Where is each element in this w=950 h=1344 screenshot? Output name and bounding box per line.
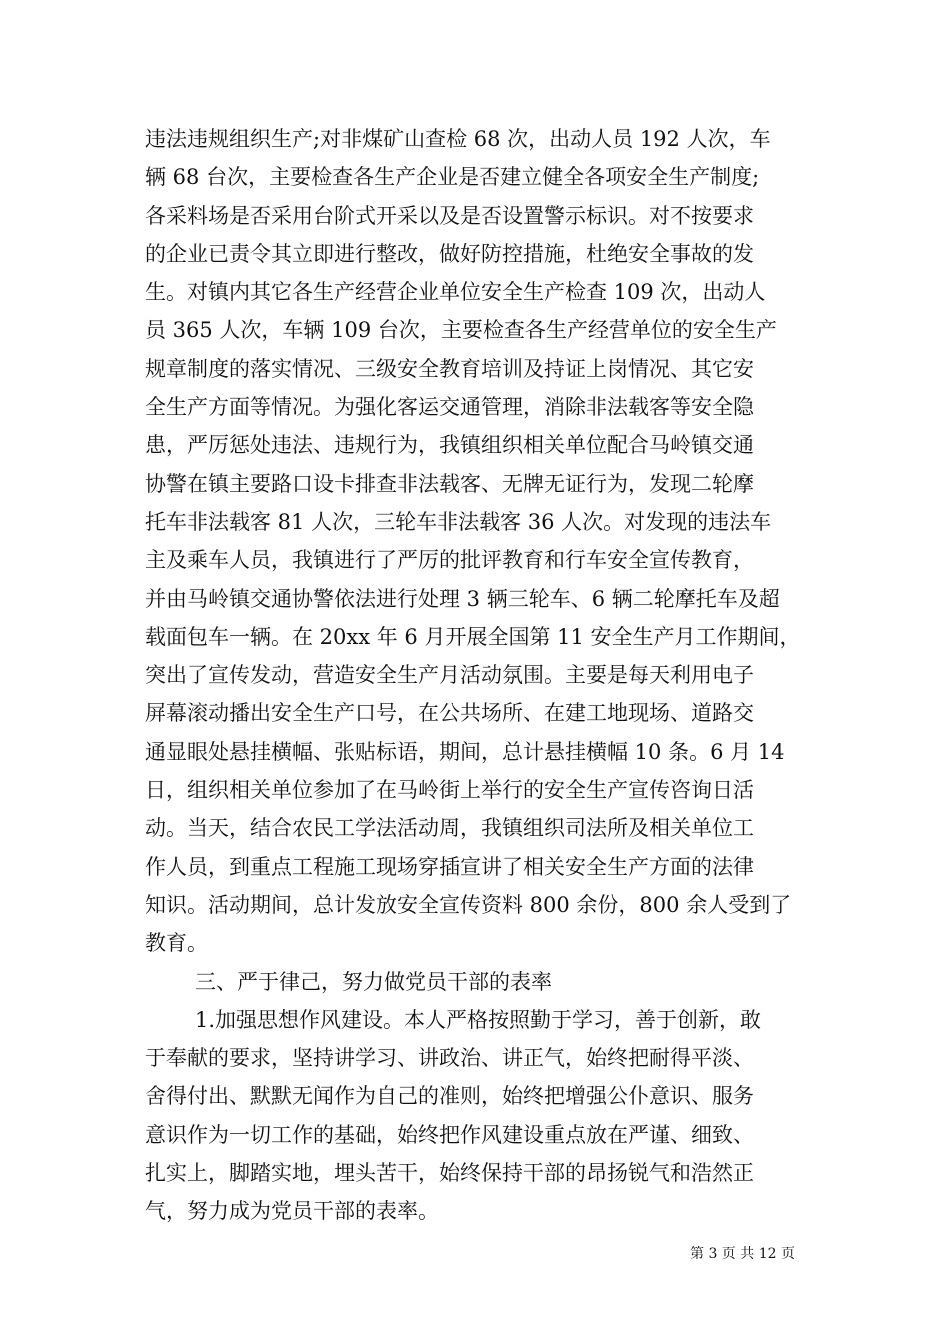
- text-line: 突出了宣传发动，营造安全生产月活动氛围。主要是每天利用电子: [145, 663, 754, 688]
- text-line: 载面包车一辆。在 20xx 年 6 月开展全国第 11 安全生产月工作期间，: [145, 624, 801, 649]
- paragraph-first-line: 1.加强思想作风建设。本人严格按照勤于学习，善于创新，敢: [195, 1007, 762, 1032]
- text-line: 作人员，到重点工程施工现场穿插宣讲了相关安全生产方面的法律: [145, 854, 754, 879]
- text-line: 舍得付出、默默无闻作为自己的准则，始终把增强公仆意识、服务: [145, 1084, 754, 1109]
- text-line: 扎实上，脚踏实地，埋头苦干，始终保持干部的昂扬锐气和浩然正: [145, 1161, 754, 1186]
- text-line: 并由马岭镇交通协警依法进行处理 3 辆三轮车、6 辆二轮摩托车及超: [145, 586, 780, 611]
- text-line: 于奉献的要求，坚持讲学习、讲政治、讲正气，始终把耐得平淡、: [145, 1046, 754, 1071]
- text-line: 气，努力成为党员干部的表率。: [145, 1199, 439, 1224]
- text-line: 主及乘车人员，我镇进行了严厉的批评教育和行车安全宣传教育，: [145, 548, 754, 573]
- text-line: 规章制度的落实情况、三级安全教育培训及持证上岗情况、其它安: [145, 356, 754, 381]
- document-body: [145, 120, 825, 1231]
- text-line: 教育。: [145, 931, 208, 956]
- text-line: 通显眼处悬挂横幅、张贴标语，期间，总计悬挂横幅 10 条。6 月 14: [145, 739, 785, 764]
- text-line: 意识作为一切工作的基础，始终把作风建设重点放在严谨、细致、: [145, 1122, 754, 1147]
- text-line: 违法违规组织生产;对非煤矿山查检 68 次，出动人员 192 人次，车: [145, 127, 771, 151]
- text-line: 协警在镇主要路口设卡排查非法载客、无牌无证行为，发现二轮摩: [145, 471, 754, 496]
- text-line: 各采料场是否采用台阶式开采以及是否设置警示标识。对不按要求: [145, 203, 754, 228]
- text-line: 员 365 人次，车辆 109 台次，主要检查各生产经营单位的安全生产: [145, 318, 777, 343]
- text-line: 患，严厉惩处违法、违规行为，我镇组织相关单位配合马岭镇交通: [145, 433, 754, 458]
- text-line: 日，组织相关单位参加了在马岭街上举行的安全生产宣传咨询日活: [145, 778, 754, 803]
- text-line: 的企业已责令其立即进行整改，做好防控措施，杜绝安全事故的发: [145, 241, 754, 266]
- text-line: 知识。活动期间，总计发放安全宣传资料 800 余份，800 余人受到了: [145, 892, 792, 917]
- text-line: 屏幕滚动播出安全生产口号，在公共场所、在建工地现场、道路交: [145, 701, 754, 726]
- text-line: 全生产方面等情况。为强化客运交通管理，消除非法载客等安全隐: [145, 395, 754, 420]
- page-number-footer: 第 3 页 共 12 页: [690, 1246, 795, 1262]
- text-line: 托车非法载客 81 人次，三轮车非法载客 36 人次。对发现的违法车: [145, 509, 772, 534]
- text-line: 动。当天，结合农民工学法活动周，我镇组织司法所及相关单位工: [145, 816, 754, 841]
- section-heading: 三、严于律己，努力做党员干部的表率: [195, 969, 552, 994]
- text-line: 辆 68 台次，主要检查各生产企业是否建立健全各项安全生产制度;: [145, 165, 760, 190]
- text-line: 生。对镇内其它各生产经营企业单位安全生产检查 109 次，出动人: [145, 280, 766, 305]
